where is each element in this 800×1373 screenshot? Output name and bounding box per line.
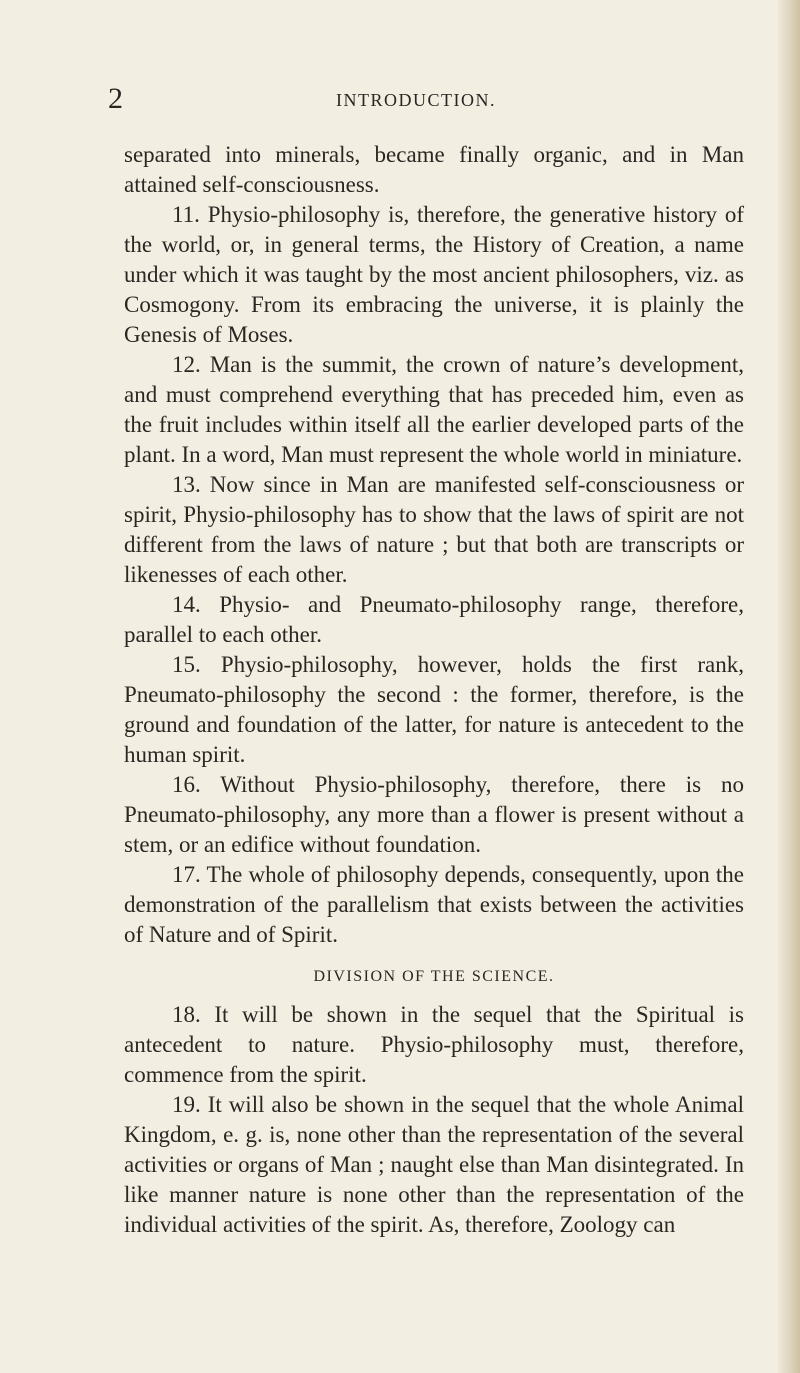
paragraph-number: 19. (172, 1092, 201, 1117)
paragraph-13 (124, 470, 744, 590)
page-edge-shadow (778, 0, 800, 1373)
running-title: INTRODUCTION. (336, 90, 496, 110)
paragraph-17 (124, 860, 744, 950)
paragraph-19 (124, 1090, 744, 1240)
paragraph-16 (124, 770, 744, 860)
paragraph-number: 15. (172, 652, 201, 677)
paragraph-number: 13. (172, 472, 201, 497)
section-heading: DIVISION OF THE SCIENCE. (313, 968, 555, 985)
paragraph-number: 17. (172, 862, 201, 887)
paragraph-number: 12. (172, 352, 201, 377)
paragraph-text: Now since in Man are manifested self-consciousness or spirit, Physio-philosophy has to show that the laws of spirit are not different from the laws of nature ; but that both are transcripts or likenesses of each other. (124, 472, 745, 587)
page-number: 2 (108, 82, 123, 115)
paragraph-text: Physio-philosophy is, therefore, the generative history of the world, or, in general terms, the History of Creation, a name under which it was taught by the most ancient philosophers, viz. as Cosmogony. From its embracing the universe, it is plainly the Genesis of Moses. (124, 202, 745, 347)
paragraph-18 (124, 1000, 744, 1090)
running-head (108, 82, 724, 116)
paragraph-number: 14. (172, 592, 201, 617)
text-body (124, 140, 744, 1240)
paragraph-text: It will be shown in the sequel that the Spiritual is antecedent to nature. Physio-philosophy must, therefore, commence from the spirit. (124, 1002, 745, 1087)
paragraph-number: 18. (172, 1002, 201, 1027)
paragraph-11 (124, 200, 744, 350)
paragraph-continuation (124, 140, 744, 200)
paragraph-text: separated into minerals, became finally organic, and in Man attained self-consciousness. (124, 142, 744, 197)
paragraph-text: Physio- and Pneumato-philosophy range, therefore, parallel to each other. (124, 592, 745, 647)
paragraph-text: Physio-philosophy, however, holds the first rank, Pneumato-philosophy the second : the former, therefore, is the ground and foundation of the latter, for nature is antecedent to the human spirit. (124, 652, 744, 767)
paragraph-text: Without Physio-philosophy, therefore, there is no Pneumato-philosophy, any more than a flower is present without a stem, or an edifice without foundation. (124, 772, 744, 857)
paragraph-15 (124, 650, 744, 770)
paragraph-12 (124, 350, 744, 470)
paragraph-number: 11. (172, 202, 200, 227)
paragraph-text: It will also be shown in the sequel that the whole Animal Kingdom, e. g. is, none other than the representation of the several activities or organs of Man ; naught else than Man disintegrated. In like manner nature is none other than the representation of the individual activities of the spirit. As, therefore, Zoology can (124, 1092, 744, 1237)
paragraph-14 (124, 590, 744, 650)
paragraph-number: 16. (172, 772, 201, 797)
paragraph-text: The whole of philosophy depends, consequently, upon the demonstration of the parallelism that exists between the activities of Nature and of Spirit. (124, 862, 745, 947)
paragraph-text: Man is the summit, the crown of nature’s development, and must comprehend everything that has preceded him, even as the fruit includes within itself all the earlier developed parts of the plant. In a word, Man must represent the whole world in miniature. (124, 352, 745, 467)
